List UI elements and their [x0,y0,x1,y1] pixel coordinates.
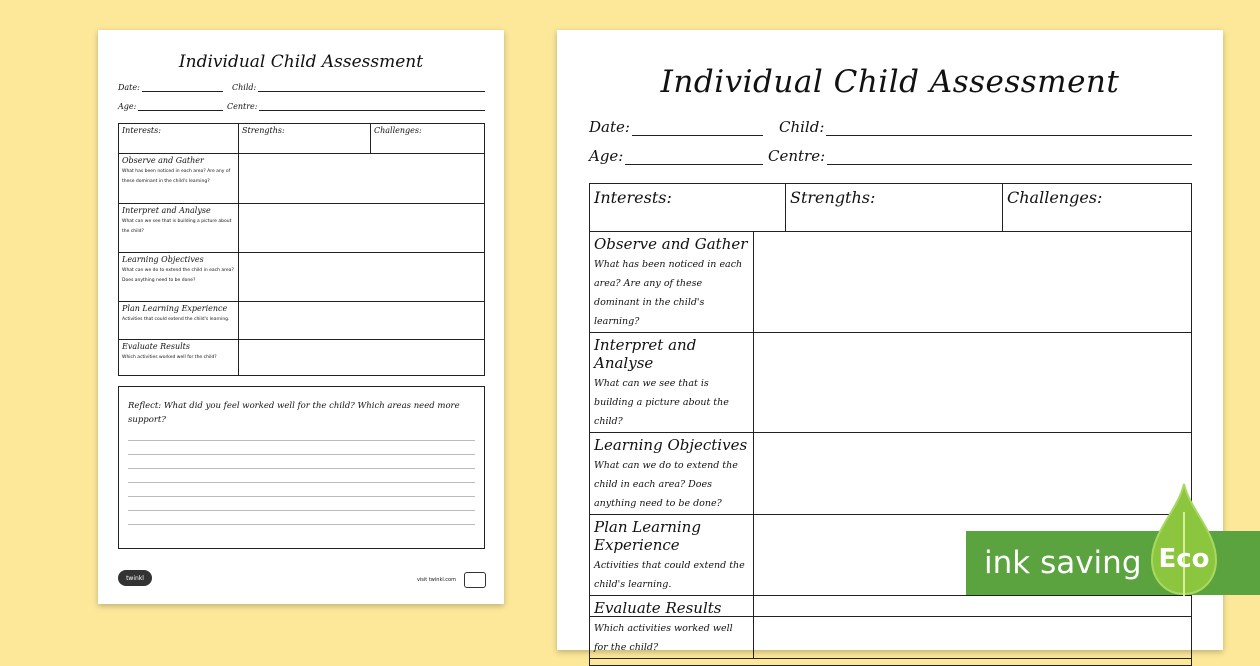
challenges-header: Challenges: [1003,184,1192,232]
centre-label: Centre: [768,147,826,165]
row-description: What can we see that is building a picture about the child? [594,378,729,427]
age-field [589,147,763,165]
row-input-area[interactable] [754,333,1192,433]
row-description: What has been noticed in each area? Are any of these dominant in the child's learning? [122,169,231,184]
centre-label: Centre: [227,102,258,111]
row-title: Plan Learning Experience [594,518,701,554]
row-label [590,515,754,596]
row-description: What can we do to extend the child in each area? Does anything need to be done? [122,268,234,283]
row-title: Interpret and Analyse [594,336,697,372]
eco-drop-icon [1150,482,1218,598]
child-label: Child: [779,118,825,136]
assessment-table [589,183,1192,232]
table-row [590,433,1192,515]
row-label [590,333,754,433]
row-title: Observe and Gather [122,156,204,165]
date-label: Date: [589,118,630,136]
header-row [590,184,1192,232]
child-label: Child: [232,83,257,92]
row-title: Learning Objectives [122,255,204,264]
date-field [118,83,223,92]
child-field [779,118,1192,136]
row-label [119,340,239,376]
writing-line [128,501,475,511]
date-label: Date: [118,83,140,92]
row-label [119,253,239,302]
child-field [232,83,485,92]
table-row [119,204,485,253]
row-title: Evaluate Results [594,599,722,617]
twinkl-logo: twinkl [118,570,152,586]
interests-header: Interests: [590,184,786,232]
writing-line [128,459,475,469]
table-row [119,154,485,204]
age-label: Age: [118,102,137,111]
row-title: Observe and Gather [594,235,748,253]
reflect-question: Reflect: What did you feel worked well for the child? Which areas need more support? [128,401,460,425]
date-field [589,118,763,136]
row-label [119,204,239,253]
row-input-area[interactable] [239,340,485,376]
row-input-area[interactable] [239,204,485,253]
row-input-area[interactable] [239,154,485,204]
reflect-box[interactable] [118,386,485,549]
writing-line [128,515,475,525]
writing-line [128,473,475,483]
row-description: Activities that could extend the child's learning. [594,560,745,590]
page-title: Individual Child Assessment [178,52,424,72]
row-input-area[interactable] [754,232,1192,333]
row-description: What has been noticed in each area? Are any of these dominant in the child's learning? [594,259,743,327]
writing-line [128,487,475,497]
writing-line [128,431,475,441]
ink-saving-text: ink saving [984,545,1142,581]
assessment-table [118,123,485,376]
centre-field [768,147,1192,165]
challenges-header: Challenges: [371,124,485,154]
row-label [590,232,754,333]
row-description: Which activities worked well for the child? [594,623,733,653]
centre-field [227,102,485,111]
row-label [119,302,239,340]
table-row [590,232,1192,333]
strengths-header: Strengths: [239,124,371,154]
leaf-drop-icon [1150,482,1218,598]
table-row [119,302,485,340]
writing-line [128,445,475,455]
row-input-area[interactable] [239,253,485,302]
row-description: Which activities worked well for the child? [122,355,217,360]
table-row [590,333,1192,433]
eco-label: Eco [1158,544,1210,574]
row-label [590,433,754,515]
footer-link: visit twinkl.com [416,577,456,583]
row-title: Learning Objectives [594,436,748,454]
row-description: What can we see that is building a picture about the child? [122,219,232,234]
row-title: Interpret and Analyse [122,206,211,215]
row-input-area[interactable] [239,302,485,340]
row-description: Activities that could extend the child's learning. [122,317,230,322]
row-input-area[interactable] [754,433,1192,515]
thumbnail-page [98,30,504,604]
table-row [119,253,485,302]
age-field [118,102,223,111]
footer-badge-icon [464,572,486,588]
strengths-header: Strengths: [786,184,1003,232]
row-title: Plan Learning Experience [122,304,228,313]
row-description: What can we do to extend the child in each area? Does anything need to be done? [594,460,738,509]
age-label: Age: [589,147,624,165]
row-title: Evaluate Results [122,342,190,351]
page-title: Individual Child Assessment [660,64,1120,100]
header-row [119,124,485,154]
reflect-box[interactable] [589,616,1192,666]
row-label [119,154,239,204]
table-row [119,340,485,376]
interests-header: Interests: [119,124,239,154]
